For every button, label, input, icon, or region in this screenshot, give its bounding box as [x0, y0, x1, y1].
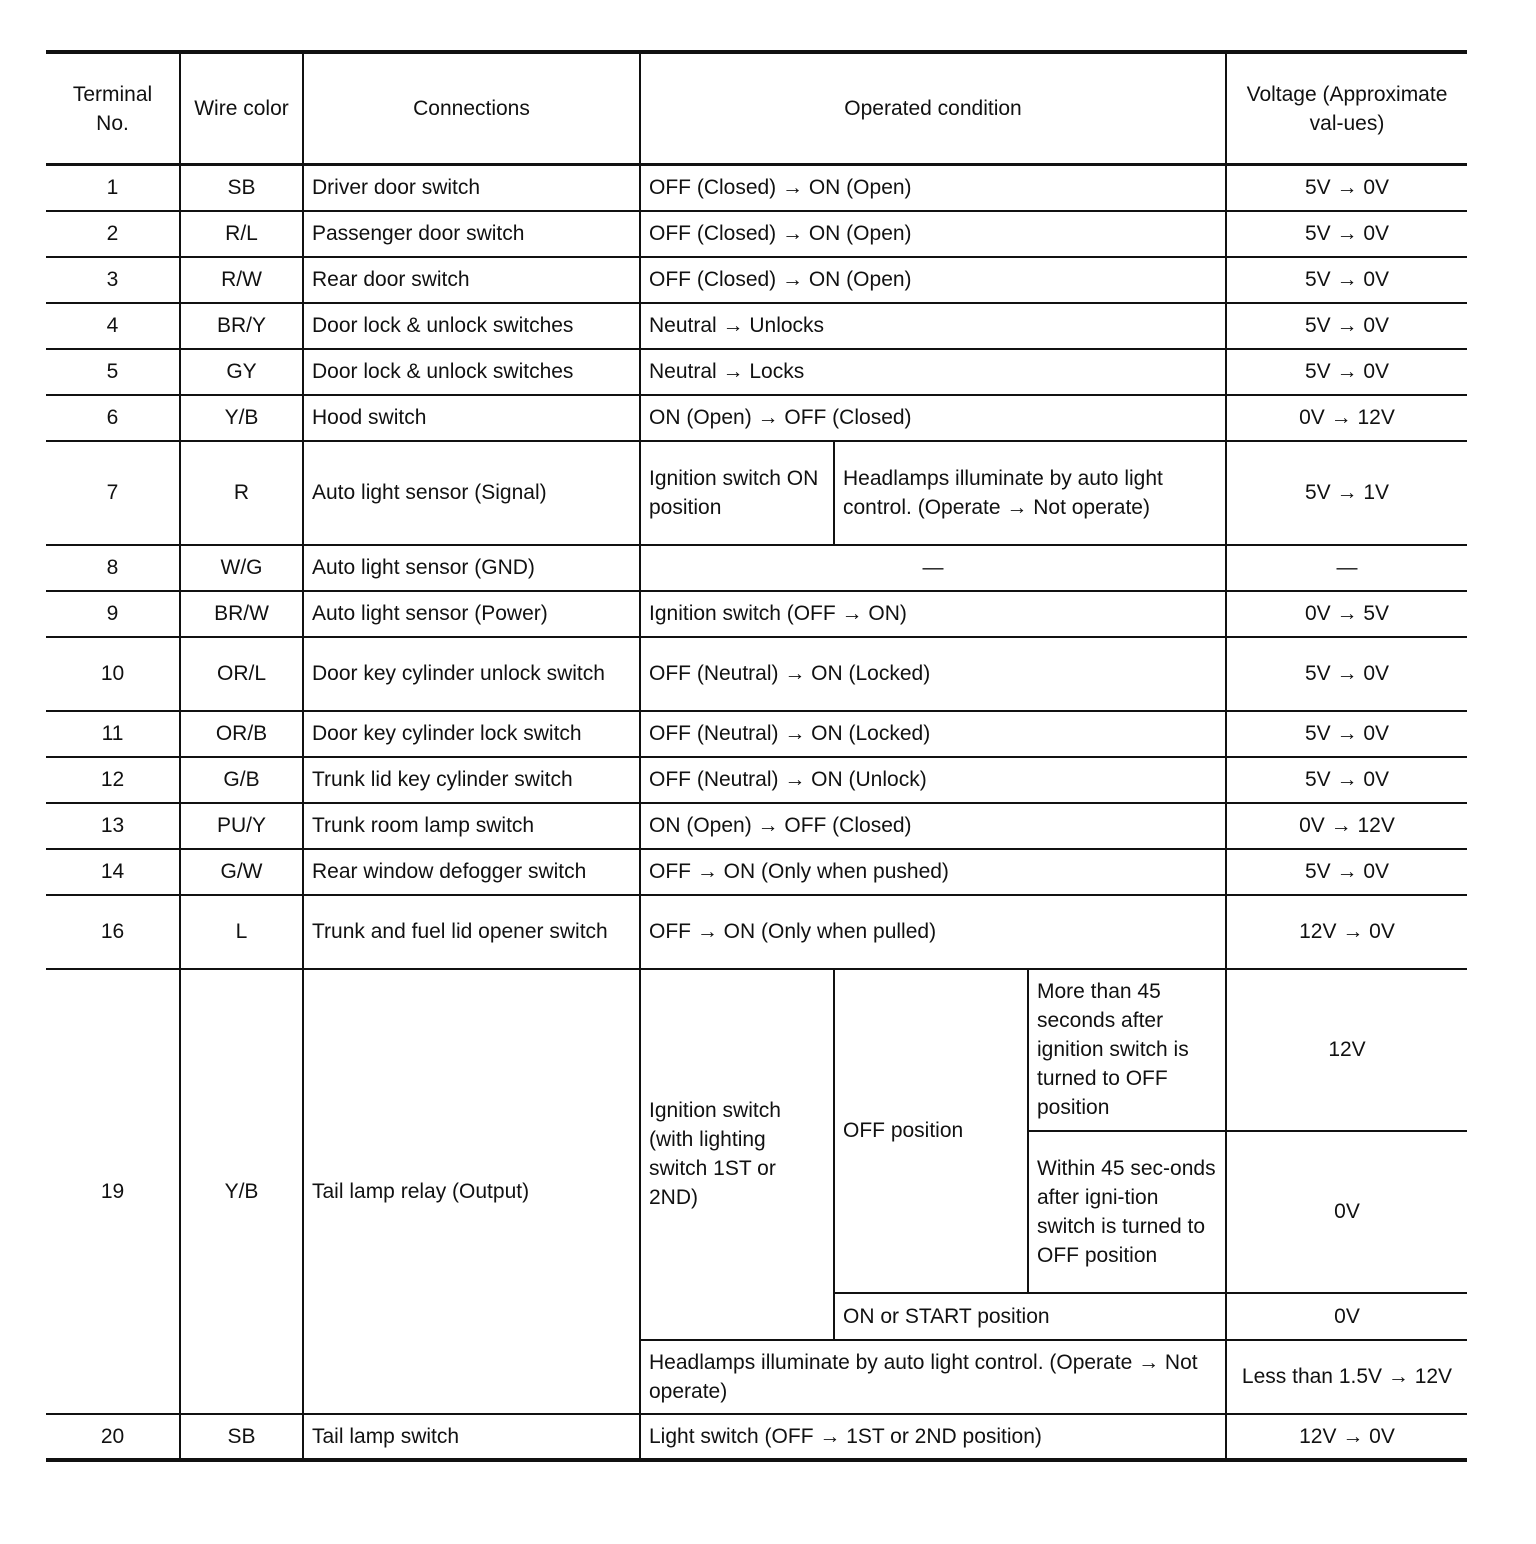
- connection-cell: Trunk and fuel lid opener switch: [303, 895, 640, 969]
- table-row: [46, 757, 1467, 803]
- wire-color-cell: OR/L: [180, 637, 303, 711]
- terminal-cell: 10: [46, 637, 180, 711]
- wire-color-cell: Y/B: [180, 969, 303, 1414]
- table-row: [46, 395, 1467, 441]
- wire-color-cell: R: [180, 441, 303, 545]
- voltage-cell: 12V: [1226, 969, 1467, 1131]
- terminal-cell: 7: [46, 441, 180, 545]
- voltage-cell: 5V → 1V: [1226, 441, 1467, 545]
- condition-cell: OFF (Closed) → ON (Open): [640, 211, 1226, 257]
- table-row: [46, 591, 1467, 637]
- terminal-cell: 14: [46, 849, 180, 895]
- terminal-cell: 2: [46, 211, 180, 257]
- condition-cell-headlamps: Headlamps illuminate by auto light control. (Operate → Not operate): [640, 1340, 1226, 1414]
- voltage-cell: 5V → 0V: [1226, 211, 1467, 257]
- table-row: [46, 1414, 1467, 1460]
- connection-cell: Driver door switch: [303, 165, 640, 211]
- condition-cell: Neutral → Unlocks: [640, 303, 1226, 349]
- terminal-cell: 6: [46, 395, 180, 441]
- voltage-cell: 0V → 5V: [1226, 591, 1467, 637]
- connection-cell: Trunk room lamp switch: [303, 803, 640, 849]
- condition-cell: Neutral → Locks: [640, 349, 1226, 395]
- terminal-cell: 19: [46, 969, 180, 1414]
- voltage-cell: 5V → 0V: [1226, 849, 1467, 895]
- wire-color-cell: SB: [180, 1414, 303, 1460]
- wire-color-cell: R/W: [180, 257, 303, 303]
- connection-cell: Door lock & unlock switches: [303, 349, 640, 395]
- wire-color-cell: G/B: [180, 757, 303, 803]
- condition-cell-off-position: OFF position: [834, 969, 1028, 1293]
- wire-color-cell: Y/B: [180, 395, 303, 441]
- table-row: [46, 349, 1467, 395]
- voltage-cell: 0V → 12V: [1226, 395, 1467, 441]
- connection-cell: Rear door switch: [303, 257, 640, 303]
- connection-cell: Door key cylinder unlock switch: [303, 637, 640, 711]
- table-row: [46, 545, 1467, 591]
- voltage-cell: —: [1226, 545, 1467, 591]
- table-row: [46, 711, 1467, 757]
- terminal-cell: 11: [46, 711, 180, 757]
- condition-cell: OFF → ON (Only when pulled): [640, 895, 1226, 969]
- voltage-cell: 12V → 0V: [1226, 895, 1467, 969]
- connection-cell: Hood switch: [303, 395, 640, 441]
- terminal-cell: 16: [46, 895, 180, 969]
- voltage-cell: 5V → 0V: [1226, 757, 1467, 803]
- terminal-cell: 20: [46, 1414, 180, 1460]
- header-wire-color: Wire color: [180, 52, 303, 165]
- condition-cell: OFF (Neutral) → ON (Locked): [640, 637, 1226, 711]
- wire-color-cell: BR/Y: [180, 303, 303, 349]
- voltage-cell: 12V → 0V: [1226, 1414, 1467, 1460]
- condition-cell-headlamps: Headlamps illuminate by auto light control. (Operate → Not operate): [834, 441, 1226, 545]
- header-voltage: Voltage (Approximate val-ues): [1226, 52, 1467, 165]
- header-row: [46, 52, 1467, 165]
- condition-cell-more-than-45s: More than 45 seconds after ignition switch is turned to OFF position: [1028, 969, 1226, 1131]
- voltage-cell: 5V → 0V: [1226, 165, 1467, 211]
- voltage-cell: Less than 1.5V → 12V: [1226, 1340, 1467, 1414]
- voltage-cell: 0V: [1226, 1293, 1467, 1340]
- voltage-cell: 5V → 0V: [1226, 303, 1467, 349]
- condition-cell: —: [640, 545, 1226, 591]
- connection-cell: Auto light sensor (Power): [303, 591, 640, 637]
- table-row: [46, 165, 1467, 211]
- terminal-cell: 8: [46, 545, 180, 591]
- condition-cell-ignition-lighting: Ignition switch (with lighting switch 1ST or 2ND): [640, 969, 834, 1340]
- condition-cell: OFF (Neutral) → ON (Unlock): [640, 757, 1226, 803]
- table-row: [46, 211, 1467, 257]
- header-operated-condition: Operated condition: [640, 52, 1226, 165]
- wire-color-cell: G/W: [180, 849, 303, 895]
- wire-color-cell: GY: [180, 349, 303, 395]
- header-connections: Connections: [303, 52, 640, 165]
- voltage-cell: 5V → 0V: [1226, 257, 1467, 303]
- voltage-cell: 5V → 0V: [1226, 637, 1467, 711]
- terminal-voltage-table: [46, 50, 1467, 1462]
- wire-color-cell: SB: [180, 165, 303, 211]
- table-row: [46, 441, 1467, 545]
- wire-color-cell: L: [180, 895, 303, 969]
- table-row: [46, 637, 1467, 711]
- connection-cell: Rear window defogger switch: [303, 849, 640, 895]
- wire-color-cell: PU/Y: [180, 803, 303, 849]
- wire-color-cell: BR/W: [180, 591, 303, 637]
- wire-color-cell: OR/B: [180, 711, 303, 757]
- wire-color-cell: R/L: [180, 211, 303, 257]
- condition-cell-ignition: Ignition switch ON position: [640, 441, 834, 545]
- terminal-cell: 12: [46, 757, 180, 803]
- voltage-cell: 5V → 0V: [1226, 349, 1467, 395]
- connection-cell: Door key cylinder lock switch: [303, 711, 640, 757]
- connection-cell: Tail lamp relay (Output): [303, 969, 640, 1414]
- table-row-19: [46, 969, 1467, 1131]
- condition-cell: OFF → ON (Only when pushed): [640, 849, 1226, 895]
- table-row: [46, 257, 1467, 303]
- terminal-cell: 5: [46, 349, 180, 395]
- condition-cell: OFF (Closed) → ON (Open): [640, 165, 1226, 211]
- table-row: [46, 895, 1467, 969]
- condition-cell: ON (Open) → OFF (Closed): [640, 803, 1226, 849]
- condition-cell: ON (Open) → OFF (Closed): [640, 395, 1226, 441]
- voltage-cell: 0V → 12V: [1226, 803, 1467, 849]
- terminal-cell: 4: [46, 303, 180, 349]
- connection-cell: Auto light sensor (Signal): [303, 441, 640, 545]
- condition-cell: Ignition switch (OFF → ON): [640, 591, 1226, 637]
- wire-color-cell: W/G: [180, 545, 303, 591]
- header-terminal: Terminal No.: [46, 52, 180, 165]
- condition-cell: Light switch (OFF → 1ST or 2ND position): [640, 1414, 1226, 1460]
- table-row: [46, 303, 1467, 349]
- voltage-cell: 0V: [1226, 1131, 1467, 1293]
- connection-cell: Door lock & unlock switches: [303, 303, 640, 349]
- terminal-cell: 3: [46, 257, 180, 303]
- connection-cell: Passenger door switch: [303, 211, 640, 257]
- voltage-cell: 5V → 0V: [1226, 711, 1467, 757]
- connection-cell: Trunk lid key cylinder switch: [303, 757, 640, 803]
- table-row: [46, 803, 1467, 849]
- connection-cell: Auto light sensor (GND): [303, 545, 640, 591]
- connection-cell: Tail lamp switch: [303, 1414, 640, 1460]
- condition-cell-within-45s: Within 45 sec-onds after igni-tion switch is turned to OFF position: [1028, 1131, 1226, 1293]
- condition-cell-on-start: ON or START position: [834, 1293, 1226, 1340]
- condition-cell: OFF (Neutral) → ON (Locked): [640, 711, 1226, 757]
- terminal-cell: 1: [46, 165, 180, 211]
- terminal-cell: 13: [46, 803, 180, 849]
- table-row: [46, 849, 1467, 895]
- condition-cell: OFF (Closed) → ON (Open): [640, 257, 1226, 303]
- terminal-cell: 9: [46, 591, 180, 637]
